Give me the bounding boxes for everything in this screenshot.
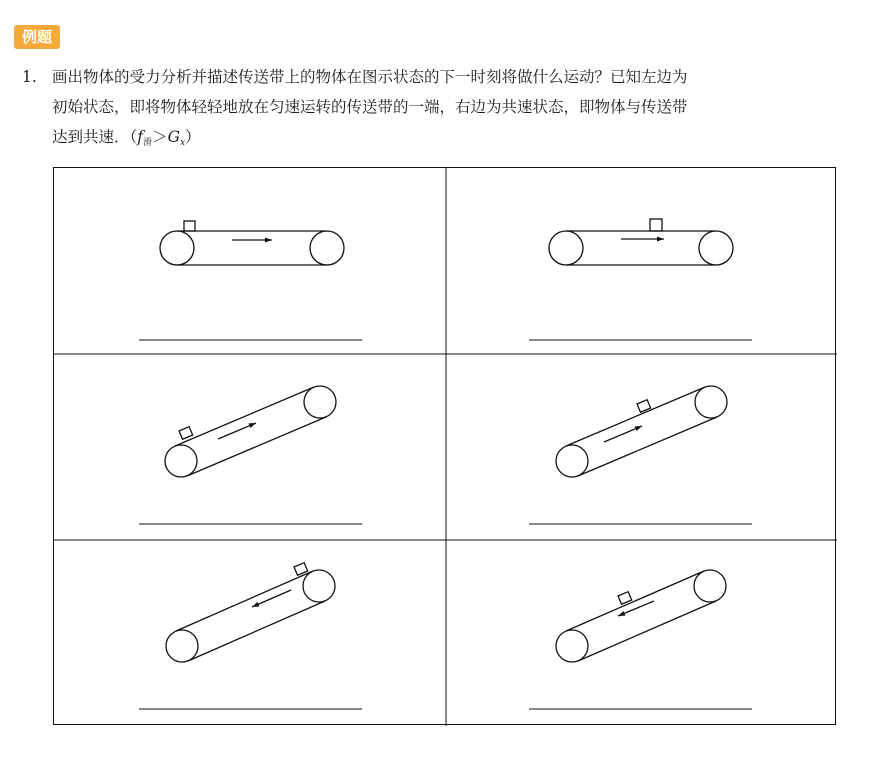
question-line-3 — [22, 122, 862, 158]
friction-subscript: 滑 — [143, 138, 153, 148]
friction-symbol: f — [137, 128, 144, 146]
panel-r2-left — [139, 386, 362, 524]
gravity-symbol: G — [167, 128, 180, 146]
greater-than-sign: ＞ — [152, 128, 168, 146]
conveyor-belt — [166, 570, 335, 662]
object-block — [184, 221, 195, 231]
panel-r1-right — [529, 219, 752, 340]
conveyor-belt — [549, 231, 733, 265]
conveyor-figure-grid — [53, 167, 836, 725]
object-block — [650, 219, 662, 231]
question-text-3: 达到共速． — [52, 128, 130, 146]
question-text-1: 画出物体的受力分析并描述传送带上的物体在图示状态的下一时刻将做什么运动？已知左边为 — [52, 68, 688, 86]
object-block — [179, 427, 193, 440]
condition-close: ） — [185, 128, 201, 146]
conveyor-belt — [556, 570, 726, 662]
panel-r2-right — [529, 386, 752, 524]
conveyor-belt — [160, 231, 344, 265]
question-line-2 — [22, 92, 862, 122]
panel-r3-right — [529, 570, 752, 709]
conveyor-figure — [54, 168, 837, 726]
question-number: 1. — [22, 68, 37, 86]
question-text-2: 初始状态，即将物体轻轻地放在匀速运转的传送带的一端，右边为共速状态，即物体与传送带 — [52, 98, 688, 116]
belt-direction-arrow — [604, 426, 642, 442]
belt-direction-arrow — [252, 590, 291, 607]
gravity-subscript: x — [179, 138, 186, 148]
condition-open: （ — [129, 128, 138, 146]
question-1 — [22, 62, 862, 158]
panel-r3-left — [139, 563, 362, 709]
object-block — [294, 563, 308, 576]
object-block — [618, 592, 632, 605]
question-line-1 — [22, 62, 862, 92]
conveyor-belt — [556, 386, 727, 477]
panel-r1-left — [139, 221, 362, 340]
example-badge: 例题 — [14, 25, 60, 49]
